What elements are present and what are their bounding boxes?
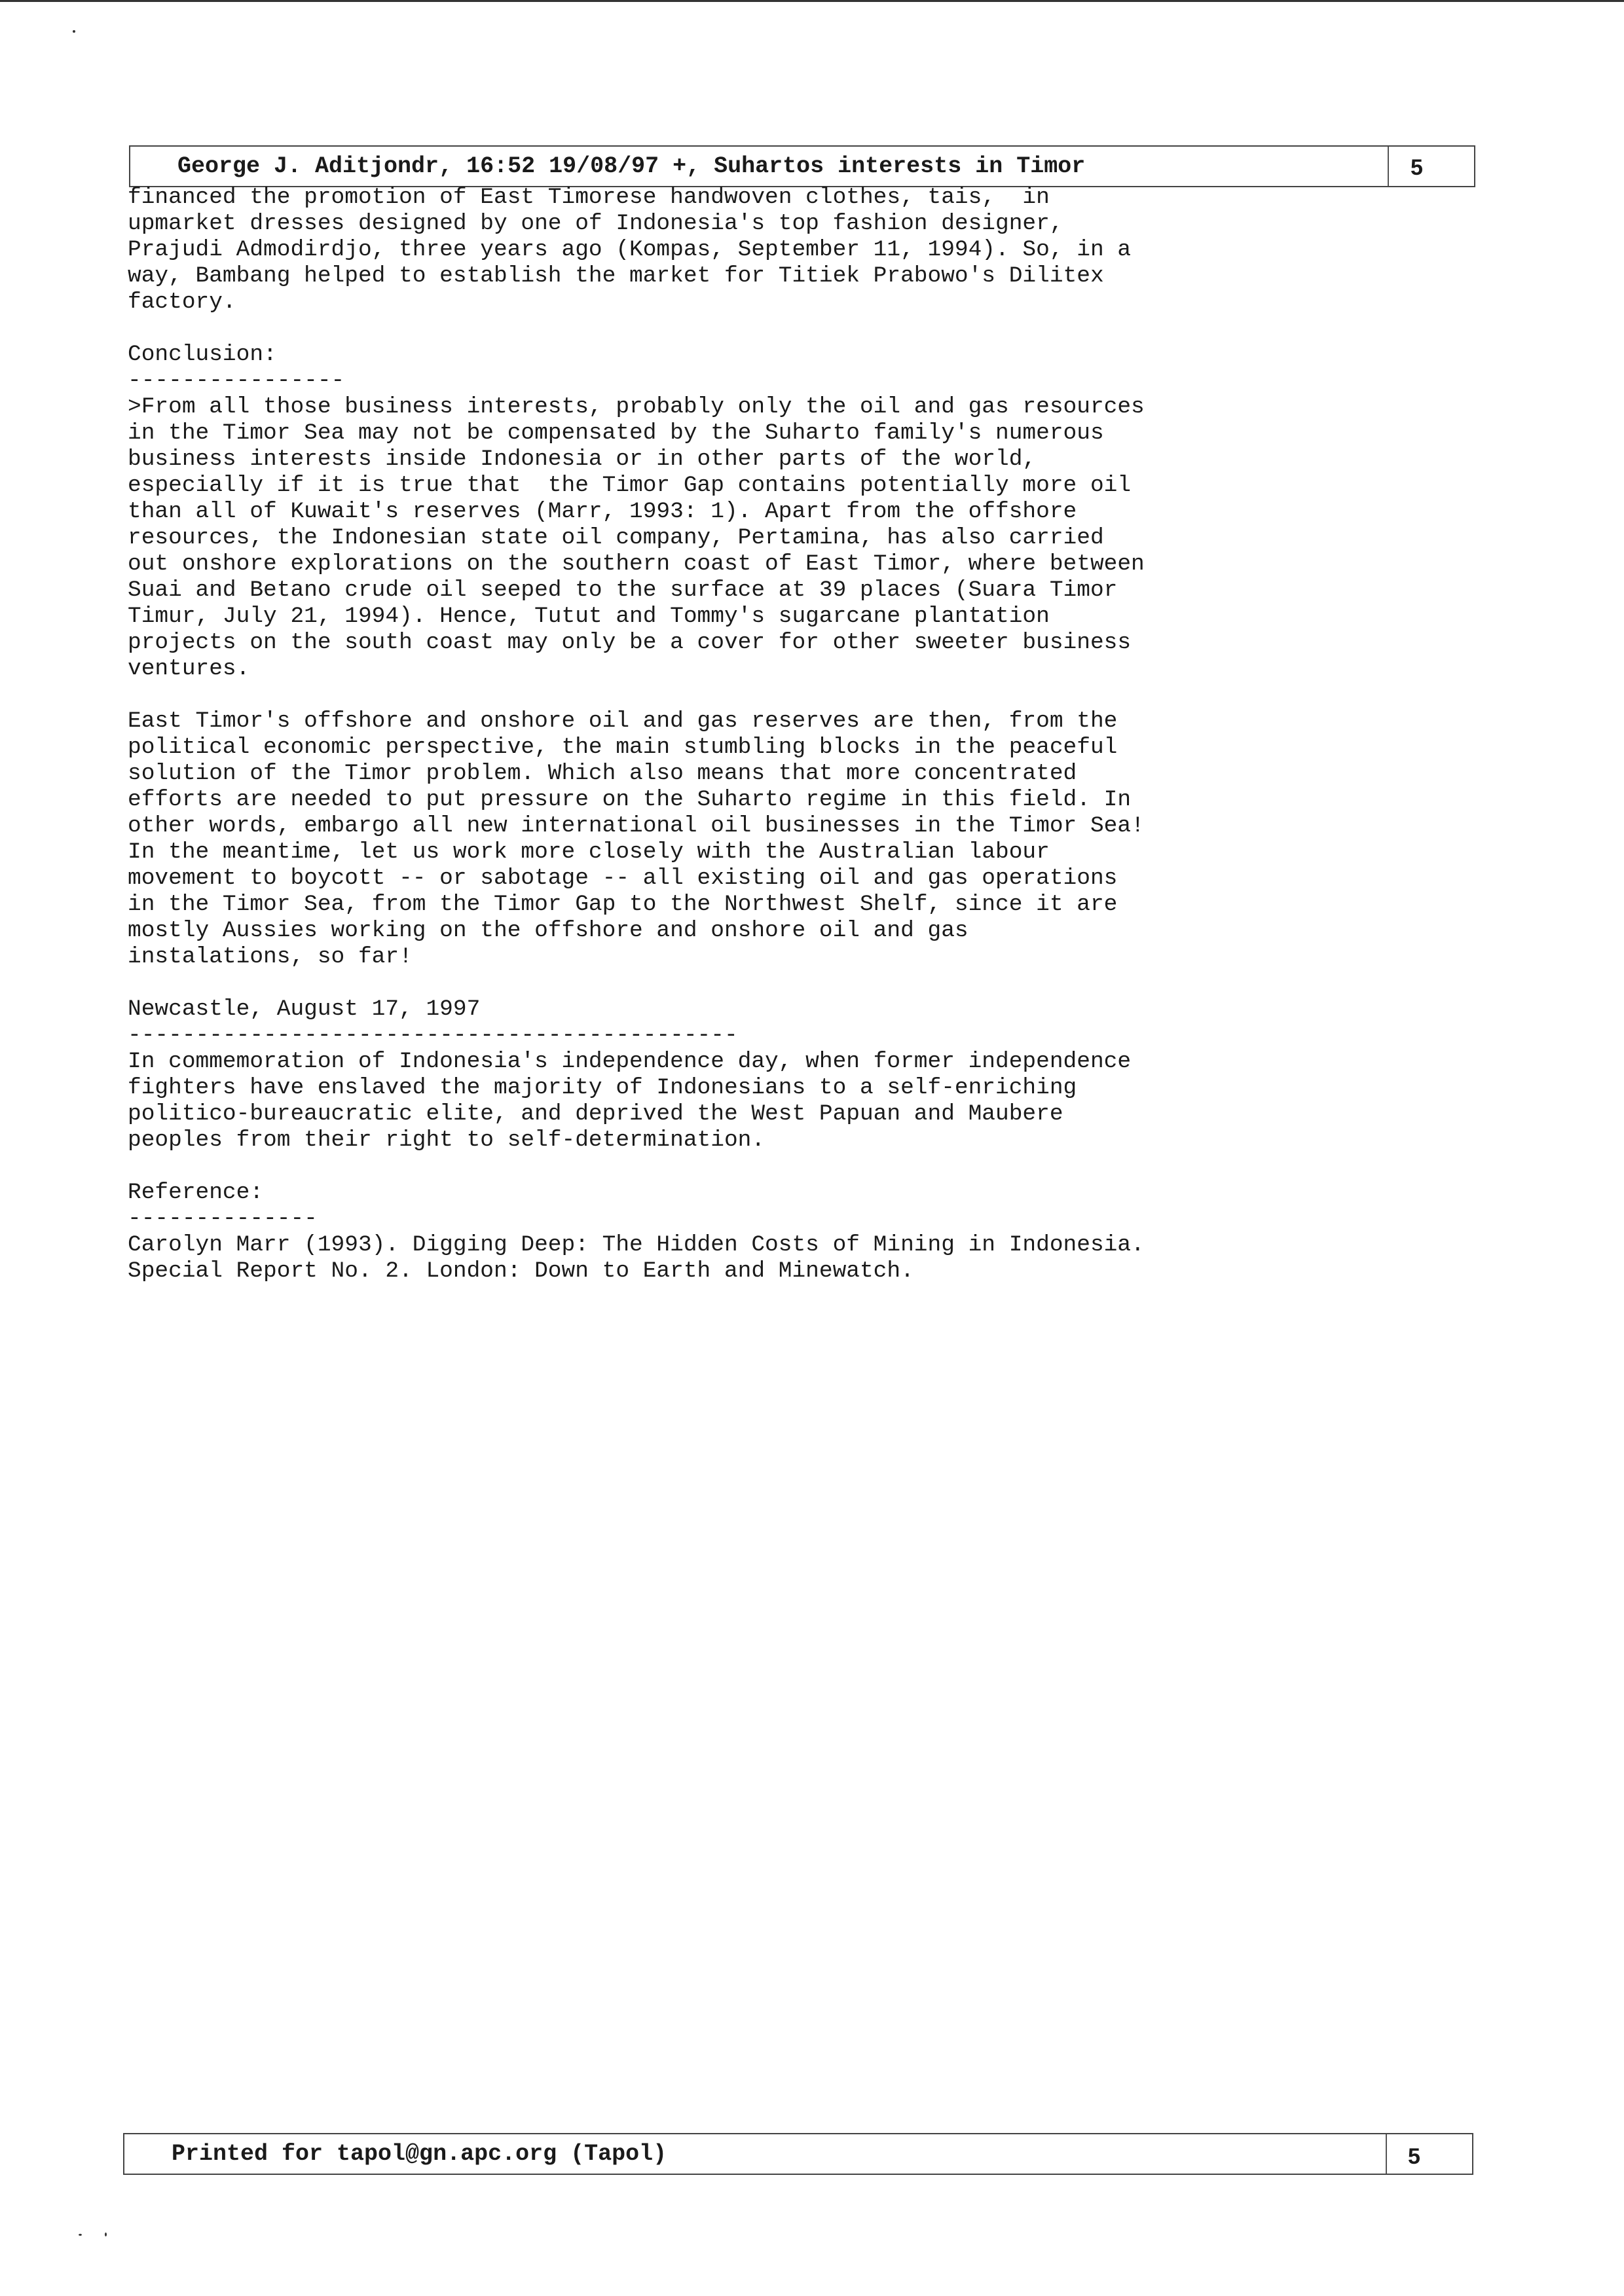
scan-speck [73,30,75,33]
paragraph-oil-gas-interests: >From all those business interests, probably only the oil and gas resources in the Timor Sea may not be compensated by the Suharto family's numerous business interests inside Indonesia or in other parts of the world, especially if it is true that the Timor Gap contains potentially more oil than all of Kuwait's reserves (Marr, 1993: 1). Apart from the offshore resources, the Indonesian state oil company, Pertamina, has also carried out onshore explorations on the southern coast of East Timor, where between Suai and Betano crude oil seeped to the surface at 39 places (Suara Timor Timur, July 21, 1994). Hence, Tutut and Tommy's sugarcane plantation projects on the south coast may only be a cover for other sweeter business ventures. [128,394,1145,682]
top-border-line [0,0,1624,2]
reference-entry: Carolyn Marr (1993). Digging Deep: The Hidden Costs of Mining in Indonesia. Special Report No. 2. London: Down to Earth and Minewatch. [128,1232,1145,1284]
footer-title: Printed for tapol@gn.apc.org (Tapol) [172,2141,667,2167]
scan-speck [79,2234,82,2236]
section-heading-reference: Reference: -------------- [128,1180,318,1231]
paragraph-stumbling-blocks: East Timor's offshore and onshore oil and gas reserves are then, from the political economic perspective, the main stumbling blocks in the peaceful solution of the Timor problem. Which also means that more concentrated efforts are needed to put pressure on the Suharto regime in this field. In other words, embargo all new international oil businesses in the Timor Sea! In the meantime, let us work more closely with the Australian labour movement to boycott -- or sabotage -- all existing oil and gas operations in the Timor Sea, from the Timor Gap to the Northwest Shelf, since it are mostly Aussies working on the offshore and onshore oil and gas instalations, so far! [128,708,1145,970]
paragraph-tais-fashion: financed the promotion of East Timorese handwoven clothes, tais, in upmarket dresses designed by one of Indonesia's top fashion designer, Prajudi Admodirdjo, three years ago (Kompas, September 11, 1994). So, in a way, Bambang helped to establish the market for Titiek Prabowo's Dilitex factory. [128,185,1132,315]
footer-page-number: 5 [1408,2144,1420,2169]
page-footer [123,2133,1473,2175]
footer-divider [1386,2134,1387,2174]
header-divider [1388,147,1389,186]
header-title: George J. Aditjondr, 16:52 19/08/97 +, Suhartos interests in Timor [177,153,1086,179]
header-page-number: 5 [1411,155,1423,180]
section-heading-conclusion: Conclusion: ---------------- [128,342,345,393]
document-body [128,185,1437,1285]
scan-speck [105,2232,107,2236]
dateline: Newcastle, August 17, 1997 --------------------------------------------- [128,996,738,1048]
page-header [129,145,1475,187]
paragraph-commemoration: In commemoration of Indonesia's independence day, when former independence fighters have enslaved the majority of Indonesians to a self-enriching politico-bureaucratic elite, and deprived the West Papuan and Maubere peoples from their right to self-determination. [128,1049,1132,1153]
